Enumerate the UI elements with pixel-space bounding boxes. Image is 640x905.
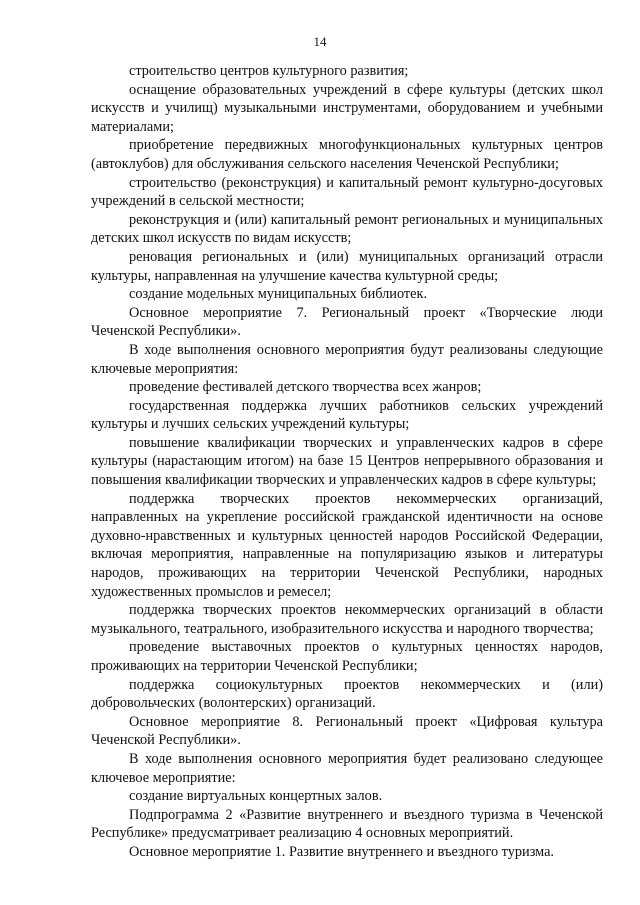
paragraph: повышение квалификации творческих и управленческих кадров в сфере культуры (нарастающим итогом) на базе 15 Центров непрерывного образования и повышения квалификации творческих и управленческих кадров в сфере культуры; [91,434,603,489]
paragraph: государственная поддержка лучших работников сельских учреждений культуры и лучших сельских учреждений культуры; [91,397,603,433]
paragraph: приобретение передвижных многофункциональных культурных центров (автоклубов) для обслуживания сельского населения Чеченской Республики; [91,137,603,172]
document-body [91,62,603,862]
paragraph: строительство (реконструкция) и капитальный ремонт культурно-досуговых учреждений в сельской местности; [91,174,603,210]
paragraph: поддержка творческих проектов некоммерческих организаций в области музыкального, театрального, изобразительного искусства и народного творчества; [91,602,603,637]
paragraph: реновация региональных и (или) муниципальных организаций отрасли культуры, направленная на улучшение качества культурной среды; [91,248,603,284]
paragraph: оснащение образовательных учреждений в сфере культуры (детских школ искусств и училищ) музыкальными инструментами, оборудованием и учебными материалами; [91,81,603,135]
page-number: 14 [313,34,327,49]
paragraph: поддержка творческих проектов некоммерческих организаций, направленных на укрепление российской гражданской идентичности на основе духовно-нравственных и культурных ценностей народов Российской Федерации, включая мероприятия, направленные на популяризацию языков и литературы народов, проживающих на территории Чеченской Республики, народных художественных промыслов и ремесел; [91,490,603,600]
paragraph: поддержка социокультурных проектов некоммерческих и (или) добровольческих (волонтерских) организаций. [91,676,603,712]
section-heading-paragraph: Основное мероприятие 7. Региональный проект «Творческие люди Чеченской Республики». [91,304,603,340]
paragraph: создание виртуальных концертных залов. [129,788,383,805]
paragraph: В ходе выполнения основного мероприятия будут реализованы следующие ключевые мероприятия: [91,341,603,377]
section-heading-paragraph: Основное мероприятие 1. Развитие внутреннего и въездного туризма. [129,843,555,860]
paragraph: В ходе выполнения основного мероприятия будет реализовано следующее ключевое мероприятие: [91,750,603,786]
paragraph: реконструкция и (или) капитальный ремонт региональных и муниципальных детских школ искусств по видам искусств; [91,211,603,247]
paragraph: Подпрограмма 2 «Развитие внутреннего и въездного туризма в Чеченской Республике» предусматривает реализацию 4 основных мероприятий. [91,806,603,842]
section-heading-paragraph: Основное мероприятие 8. Региональный проект «Цифровая культура Чеченской Республики». [91,713,603,749]
paragraph: проведение фестивалей детского творчества всех жанров; [129,379,482,396]
paragraph: создание модельных муниципальных библиотек. [129,286,428,303]
paragraph: строительство центров культурного развития; [129,63,409,79]
paragraph: проведение выставочных проектов о культурных ценностях народов, проживающих на территории Чеченской Республики; [91,639,603,674]
